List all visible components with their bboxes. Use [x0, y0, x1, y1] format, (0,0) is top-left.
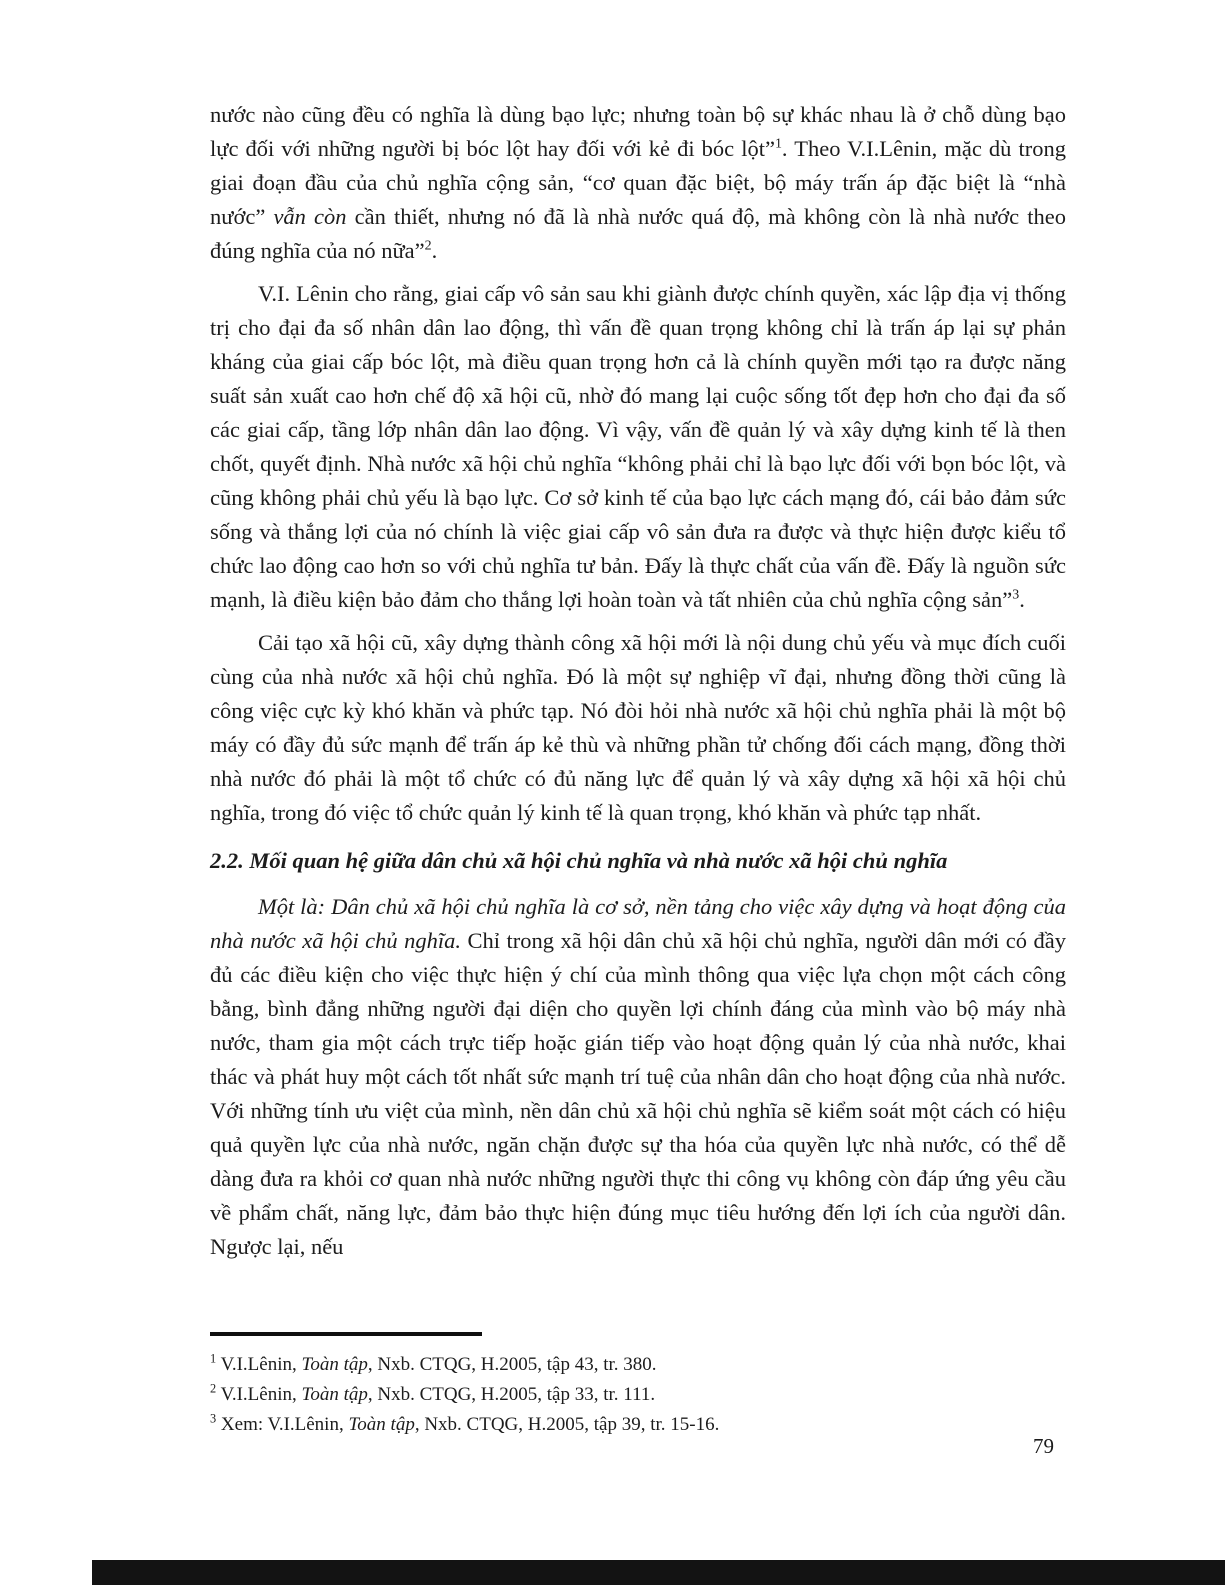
footnote-text: , Nxb. CTQG, H.2005, tập 43, tr. 380. [367, 1354, 657, 1375]
footnote-3 [210, 1410, 1066, 1440]
paragraph-continuation [210, 98, 1066, 268]
footnote-title-italic: Toàn tập [301, 1384, 368, 1405]
paragraph-text-italic: vẫn còn [273, 204, 347, 229]
paragraph [210, 890, 1066, 1264]
paragraph-text: . [1019, 587, 1025, 612]
paragraph-text: Chỉ trong xã hội dân chủ xã hội chủ nghĩa, người dân mới có đầy đủ các điều kiện cho việc thực hiện ý chí của mình thông qua việc lựa chọn một cách công bằng, bình đẳng những người đại diện cho quyền lợi chính đáng của mình vào bộ máy nhà nước, tham gia một cách trực tiếp hoặc gián tiếp vào hoạt động quản lý của nhà nước, khai thác và phát huy một cách tốt nhất sức mạnh trí tuệ của nhân dân cho hoạt động của nhà nước. Với những tính ưu việt của mình, nền dân chủ xã hội chủ nghĩa sẽ kiểm soát một cách có hiệu quả quyền lực của nhà nước, ngăn chặn được sự tha hóa của quyền lực nhà nước, có thể dễ dàng đưa ra khỏi cơ quan nhà nước những người thực thi công vụ không còn đáp ứng yêu cầu về phẩm chất, năng lực, đảm bảo thực hiện đúng mục tiêu hướng đến lợi ích của người dân. Ngược lại, nếu [210, 928, 1066, 1259]
paragraph-text: . [431, 238, 438, 263]
footnote-area [210, 1332, 1066, 1440]
paragraph-text: . Theo V.I.Lênin, mặc dù trong giai đoạn đầu của chủ nghĩa cộng sản, “cơ quan đặc biệt, bộ máy trấn áp đặc biệt là “nhà nước” [210, 136, 1066, 229]
footnote-reference-2: 2 [424, 238, 432, 254]
footnote-reference-3: 3 [1012, 587, 1020, 603]
footnote-text: V.I.Lênin, [216, 1384, 302, 1405]
paragraph-text: Cải tạo xã hội cũ, xây dựng thành công xã hội mới là nội dung chủ yếu và mục đích cuối cùng của nhà nước xã hội chủ nghĩa. Đó là một sự nghiệp vĩ đại, nhưng đồng thời cũng là công việc cực kỳ khó khăn và phức tạp. Nó đòi hỏi nhà nước xã hội chủ nghĩa phải là một bộ máy có đầy đủ sức mạnh để trấn áp kẻ thù và những phần tử chống đối cách mạng, đồng thời nhà nước đó phải là một tổ chức có đủ năng lực để quản lý và xây dựng xã hội xã hội chủ nghĩa, trong đó việc tổ chức quản lý kinh tế là quan trọng, khó khăn và phức tạp nhất. [210, 630, 1066, 825]
page-text-block [210, 98, 1066, 1273]
footnote-title-italic: Toàn tập [301, 1354, 368, 1375]
scan-edge-bar [92, 1560, 1225, 1585]
section-heading: 2.2. Mối quan hệ giữa dân chủ xã hội chủ nghĩa và nhà nước xã hội chủ nghĩa [210, 848, 948, 873]
paragraph-text: cần thiết, nhưng nó đã là nhà nước quá độ, mà không còn là nhà nước theo đúng nghĩa của nó nữa” [210, 204, 1066, 263]
paragraph [210, 277, 1066, 617]
footnote-marker: 3 [210, 1411, 217, 1426]
footnote-text: , Nxb. CTQG, H.2005, tập 39, tr. 15-16. [414, 1414, 720, 1435]
footnote-text: V.I.Lênin, [216, 1354, 302, 1375]
footnote-text: Xem: V.I.Lênin, [216, 1414, 349, 1435]
paragraph-lead-italic: Một là: Dân chủ xã hội chủ nghĩa là cơ sở, nền tảng cho việc xây dựng và hoạt động của nhà nước xã hội chủ nghĩa. [210, 894, 1066, 953]
footnote-separator [210, 1332, 482, 1336]
footnote-marker: 1 [210, 1351, 217, 1366]
footnote-2 [210, 1380, 1066, 1410]
footnote-text: , Nxb. CTQG, H.2005, tập 33, tr. 111. [367, 1384, 656, 1405]
page-number: 79 [1033, 1434, 1054, 1458]
footnote-1 [210, 1350, 1066, 1380]
footnote-title-italic: Toàn tập [348, 1414, 415, 1435]
footnote-marker: 2 [210, 1381, 217, 1396]
footnote-reference-1: 1 [774, 136, 782, 152]
paragraph-text: nước nào cũng đều có nghĩa là dùng bạo lực; nhưng toàn bộ sự khác nhau là ở chỗ dùng bạo lực đối với những người bị bóc lột hay đối với kẻ đi bóc lột” [210, 102, 1066, 161]
paragraph [210, 626, 1066, 830]
paragraph-text: V.I. Lênin cho rằng, giai cấp vô sản sau khi giành được chính quyền, xác lập địa vị thống trị cho đại đa số nhân dân lao động, thì vấn đề quan trọng không chỉ là trấn áp lại sự phản kháng của giai cấp bóc lột, mà điều quan trọng hơn cả là chính quyền mới tạo ra được năng suất sản xuất cao hơn chế độ xã hội cũ, nhờ đó mang lại cuộc sống tốt đẹp hơn cho đại đa số các giai cấp, tầng lớp nhân dân lao động. Vì vậy, vấn đề quản lý và xây dựng kinh tế là then chốt, quyết định. Nhà nước xã hội chủ nghĩa “không phải chỉ là bạo lực đối với bọn bóc lột, và cũng không phải chủ yếu là bạo lực. Cơ sở kinh tế của bạo lực cách mạng đó, cái bảo đảm sức sống và thắng lợi của nó chính là việc giai cấp vô sản đưa ra được và thực hiện được kiểu tổ chức lao động cao hơn so với chủ nghĩa tư bản. Đấy là thực chất của vấn đề. Đấy là nguồn sức mạnh, là điều kiện bảo đảm cho thắng lợi hoàn toàn và tất nhiên của chủ nghĩa cộng sản” [210, 281, 1066, 612]
